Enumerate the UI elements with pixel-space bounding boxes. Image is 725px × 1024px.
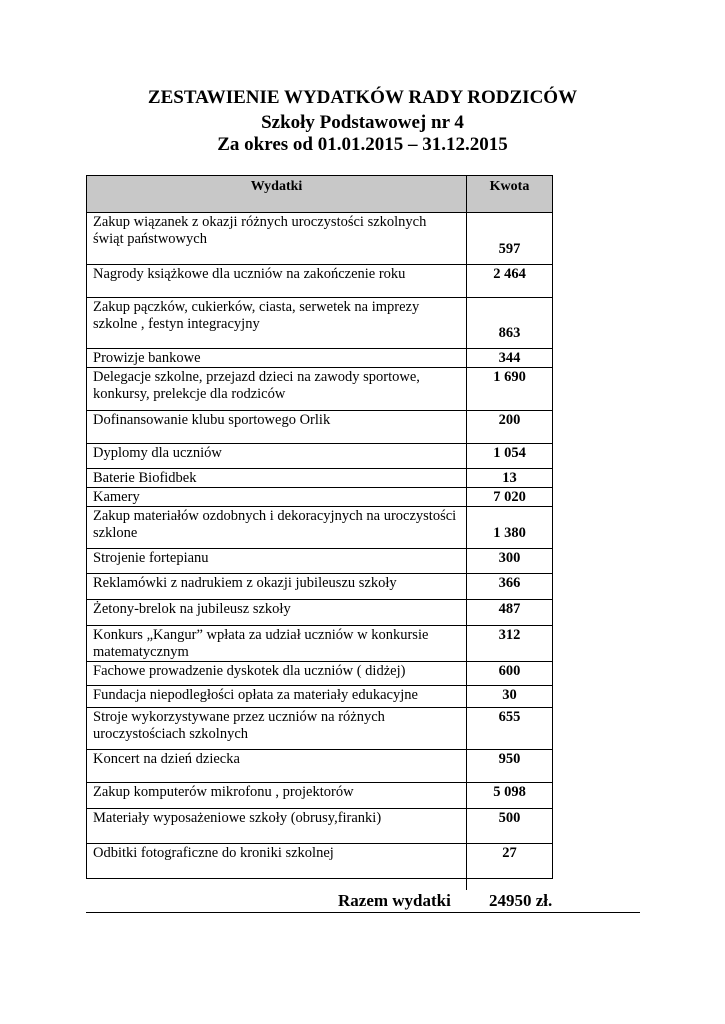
- table-header-row: [87, 176, 553, 213]
- expense-description: Koncert na dzień dziecka: [87, 750, 467, 783]
- expense-amount: 1 380: [467, 507, 553, 549]
- table-row: [87, 298, 553, 349]
- expense-amount: 30: [467, 686, 553, 708]
- expense-description: Dofinansowanie klubu sportowego Orlik: [87, 411, 467, 444]
- expense-amount: 597: [467, 213, 553, 265]
- expense-description: Kamery: [87, 488, 467, 507]
- expense-amount: 863: [467, 298, 553, 349]
- document-title: ZESTAWIENIE WYDATKÓW RADY RODZICÓW: [147, 87, 578, 108]
- table-row: [87, 574, 553, 600]
- expense-description: Nagrody książkowe dla uczniów na zakończenie roku: [87, 265, 467, 298]
- expense-amount: 950: [467, 750, 553, 783]
- expense-description: Baterie Biofidbek: [87, 469, 467, 488]
- table-row: [87, 783, 553, 809]
- total-underline: [86, 912, 640, 913]
- expense-amount: 1 690: [467, 368, 553, 411]
- table-row: [87, 750, 553, 783]
- expense-description: Delegacje szkolne, przejazd dzieci na zawody sportowe, konkursy, prelekcje dla rodziców: [87, 368, 467, 411]
- total-value: 24950 zł.: [489, 891, 553, 910]
- table-row: [87, 411, 553, 444]
- table-row: [87, 265, 553, 298]
- table-row: [87, 507, 553, 549]
- expense-amount: 500: [467, 809, 553, 844]
- expense-amount: 13: [467, 469, 553, 488]
- expense-amount: 487: [467, 600, 553, 626]
- expense-description: Fachowe prowadzenie dyskotek dla uczniów ( didżej): [87, 662, 467, 686]
- expense-description: Odbitki fotograficzne do kroniki szkolnej: [87, 844, 467, 879]
- table-row: [87, 809, 553, 844]
- expense-description: Zakup komputerów mikrofonu , projektorów: [87, 783, 467, 809]
- column-divider-stub: [466, 872, 467, 890]
- expense-amount: 7 020: [467, 488, 553, 507]
- expense-description: Materiały wyposażeniowe szkoły (obrusy,firanki): [87, 809, 467, 844]
- expense-description: Reklamówki z nadrukiem z okazji jubileuszu szkoły: [87, 574, 467, 600]
- table-row: [87, 686, 553, 708]
- expense-amount: 1 054: [467, 444, 553, 469]
- table-row: [87, 488, 553, 507]
- expense-description: Dyplomy dla uczniów: [87, 444, 467, 469]
- table-row: [87, 444, 553, 469]
- expense-amount: 366: [467, 574, 553, 600]
- expense-description: Stroje wykorzystywane przez uczniów na różnych uroczystościach szkolnych: [87, 708, 467, 750]
- total-label: Razem wydatki: [338, 891, 451, 910]
- expense-description: Fundacja niepodległości opłata za materiały edukacyjne: [87, 686, 467, 708]
- period-line: Za okres od 01.01.2015 – 31.12.2015: [217, 134, 508, 155]
- column-header-amount: Kwota: [467, 176, 553, 213]
- expense-amount: 600: [467, 662, 553, 686]
- expense-amount: 300: [467, 549, 553, 574]
- expense-amount: 655: [467, 708, 553, 750]
- expense-description: Zakup pączków, cukierków, ciasta, serwetek na imprezy szkolne , festyn integracyjny: [87, 298, 467, 349]
- expense-description: Strojenie fortepianu: [87, 549, 467, 574]
- table-row: [87, 469, 553, 488]
- expense-amount: 5 098: [467, 783, 553, 809]
- expense-description: Prowizje bankowe: [87, 349, 467, 368]
- expense-description: Żetony-brelok na jubileusz szkoły: [87, 600, 467, 626]
- table-row: [87, 368, 553, 411]
- column-header-expenses: Wydatki: [87, 176, 467, 213]
- table-row: [87, 549, 553, 574]
- table-row: [87, 600, 553, 626]
- table-row: [87, 708, 553, 750]
- school-name: Szkoły Podstawowej nr 4: [261, 112, 464, 133]
- table-row: [87, 213, 553, 265]
- expense-amount: 312: [467, 626, 553, 662]
- table-row: [87, 349, 553, 368]
- expense-amount: 2 464: [467, 265, 553, 298]
- table-row: [87, 662, 553, 686]
- expenses-table: [86, 175, 553, 879]
- table-row: [87, 844, 553, 879]
- expense-description: Konkurs „Kangur” wpłata za udział uczniów w konkursie matematycznym: [87, 626, 467, 662]
- expense-amount: 27: [467, 844, 553, 879]
- expense-amount: 344: [467, 349, 553, 368]
- expense-description: Zakup wiązanek z okazji różnych uroczystości szkolnych świąt państwowych: [87, 213, 467, 265]
- expense-description: Zakup materiałów ozdobnych i dekoracyjnych na uroczystości szklone: [87, 507, 467, 549]
- table-row: [87, 626, 553, 662]
- expense-amount: 200: [467, 411, 553, 444]
